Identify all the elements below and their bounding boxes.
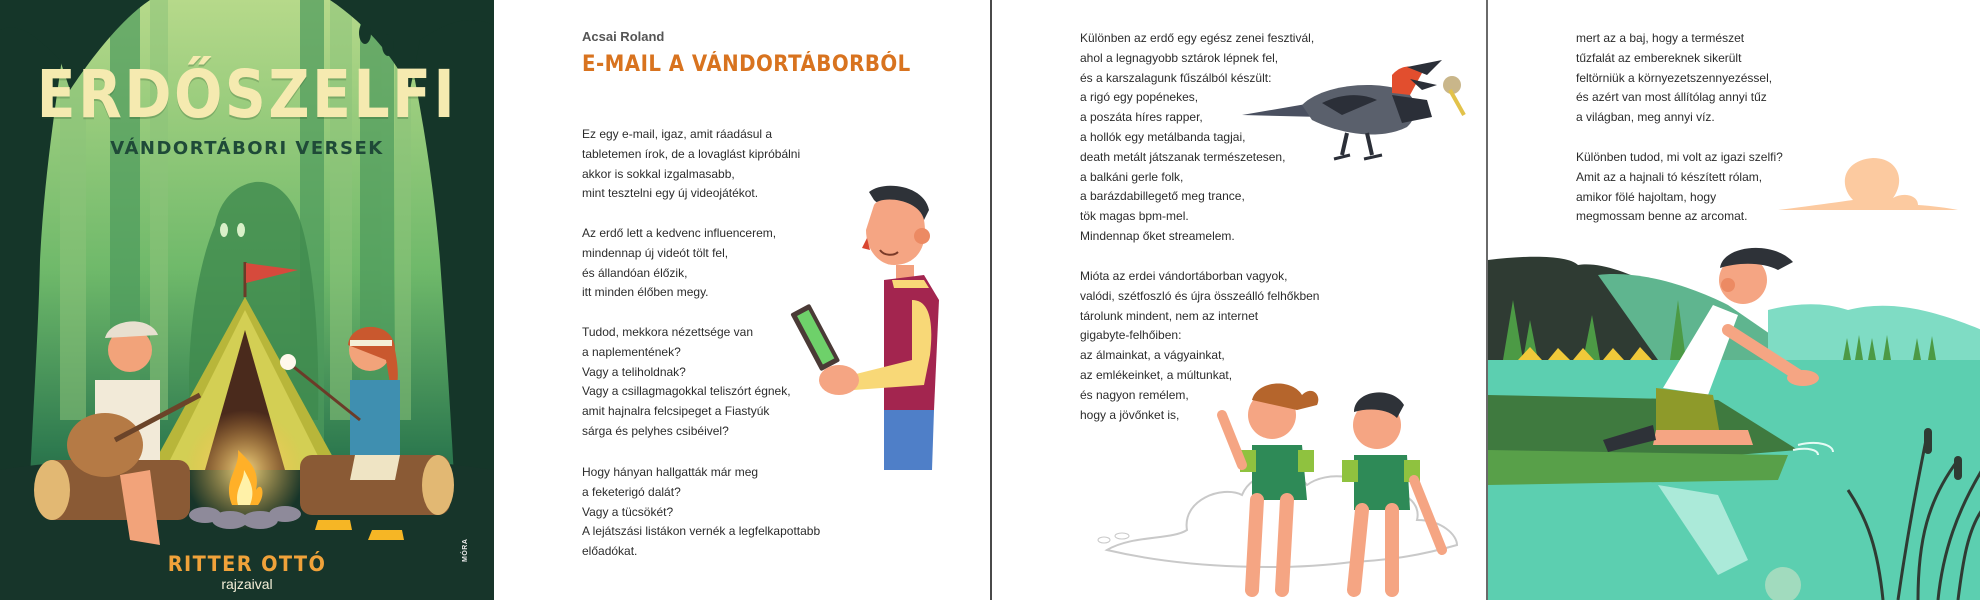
poem-line: Ez egy e-mail, igaz, amit ráadásul a [582,127,773,141]
poem-line: és azért van most állítólag annyi tűz [1576,90,1767,105]
poem-line: a hollók egy metálbanda tagjai, [1080,129,1246,144]
poem-line: tök magas bpm-mel. [1080,209,1189,224]
poem-line: előadókat. [582,544,638,559]
book-title: ERDŐSZELFI [36,56,458,133]
stanza [582,125,800,204]
stanza [1576,29,1772,128]
poem-line: sárga és pelyhes csibéivel? [582,423,729,438]
poem-line: és állandóan élőzik, [582,265,688,280]
poem-line: a balkáni gerle folk, [1080,169,1184,184]
poem-line: Mióta az erdei vándortáborban vagyok, [1080,269,1288,283]
book-page-3 [1486,0,1980,600]
kids-on-cloud-illustration [1092,370,1482,600]
poem-line: megmossam benne az arcomat. [1576,209,1748,224]
poem-line: amit hajnalra felcsipeget a Fiastyúk [582,404,770,419]
singing-raven-illustration [1242,55,1467,165]
poem-line: az álmainkat, a vágyainkat, [1080,348,1225,363]
poem-line: Különben az erdő egy egész zenei fesztivál, [1080,31,1315,45]
poem-line: Különben tudod, mi volt az igazi szelfi? [1576,150,1783,164]
sunrise-cloud-illustration [1778,150,1958,215]
poem-line: Vagy a tücsökét? [582,504,674,519]
poem-line: az emlékeinket, a múltunkat, [1080,367,1233,382]
stanza [582,463,820,562]
poem-line: Vagy a csillagmagokkal teliszórt égnek, [582,384,791,399]
poem-line: akkor is sokkal izgalmasabb, [582,166,735,181]
poem-line: a feketerigó dalát? [582,484,681,499]
poem-line: Hogy hányan hallgatták már meg [582,465,759,479]
poem-line: a világban, meg annyi víz. [1576,110,1715,125]
publisher-logo: MÓRA [462,538,469,562]
poem-line: death metált játszanak természetesen, [1080,149,1286,164]
stanza [582,323,791,442]
boy-with-tablet-illustration [784,180,984,470]
illustrator-note: rajzaival [221,576,273,592]
poem-line: a rigó egy popénekes, [1080,90,1199,105]
poem-line: és a karszalagunk fűszálból készült: [1080,70,1272,85]
poem-line: Vagy a teliholdnak? [582,364,686,379]
book-page-1 [494,0,990,600]
poem-line: itt minden élőben megy. [582,285,709,300]
poem-line: Mindennap őket streamelem. [1080,228,1235,243]
book-cover [0,0,494,600]
poem-line: mint tesztelni egy új videojátékot. [582,186,759,201]
poem-line: tabletemen írok, de a lovaglást kipróbálni [582,146,801,161]
book-author: RITTER OTTÓ [167,552,327,576]
poem-line: tűzfalát az embereknek sikerült [1576,50,1742,65]
poem-line: a poszáta híres rapper, [1080,110,1203,125]
poem-line: valódi, szétfoszló és újra összeálló felhőkben [1080,288,1320,303]
poem-line: mert az a baj, hogy a természet [1576,31,1745,45]
poem-line: Tudod, mekkora nézettsége van [582,325,753,339]
poem-line: tárolunk mindent, nem az internet [1080,308,1259,323]
poem-line: Amit az a hajnali tó készített rólam, [1576,169,1763,184]
poem-line: és nagyon remélem, [1080,387,1189,402]
poem-line: amikor fölé hajoltam, hogy [1576,189,1717,204]
poem-author: Acsai Roland [582,29,665,44]
poem-line: gigabyte-felhőiben: [1080,328,1182,343]
book-page-2 [990,0,1486,600]
poem-line: hogy a jövőnket is, [1080,407,1180,422]
poem-line: a naplementének? [582,344,681,359]
stanza [1576,148,1783,227]
poem-line: A lejátszási listákon vernék a legfelkapottabb [582,524,821,539]
poem-title: E-MAIL A VÁNDORTÁBORBÓL [582,52,911,77]
poem-line: ahol a legnagyobb sztárok lépnek fel, [1080,50,1279,65]
poem-line: a barázdabillegető meg trance, [1080,189,1245,204]
poem-line: mindennap új videót tölt fel, [582,245,729,260]
book-subtitle: VÁNDORTÁBORI VERSEK [110,138,384,159]
poem-line: Az erdő lett a kedvenc influencerem, [582,226,777,240]
poem-line: feltörniük a környezetszennyezéssel, [1576,70,1773,85]
stanza [582,224,776,303]
boy-at-lake-reflection-illustration [1488,230,1980,600]
